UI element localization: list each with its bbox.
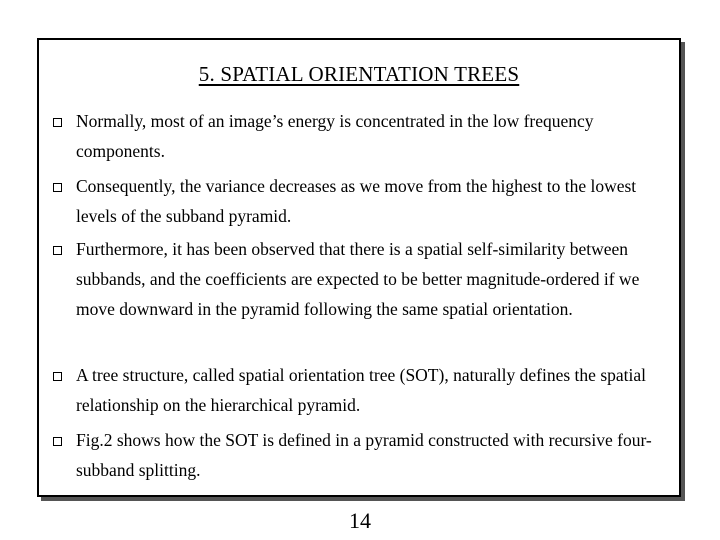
- bullet-text: Furthermore, it has been observed that there is a spatial self-similarity between subbands, and the coefficients are expected to be better magnitude-ordered if we move downward in the pyramid following the same spatial orientation.: [76, 239, 640, 319]
- bullet-text: Consequently, the variance decreases as we move from the highest to the lowest levels of the subband pyramid.: [76, 176, 637, 226]
- square-bullet-icon: [53, 246, 62, 255]
- bullet-text: Normally, most of an image’s energy is concentrated in the low frequency components.: [76, 111, 594, 161]
- square-bullet-icon: [53, 372, 62, 381]
- slide-frame: [37, 38, 681, 497]
- bullet-text: Fig.2 shows how the SOT is defined in a pyramid constructed with recursive four-subband splitting.: [76, 430, 652, 480]
- square-bullet-icon: [53, 183, 62, 192]
- square-bullet-icon: [53, 437, 62, 446]
- slide-title: 5. SPATIAL ORIENTATION TREES: [198, 62, 520, 86]
- square-bullet-icon: [53, 118, 62, 127]
- page-number: 14: [349, 508, 371, 533]
- bullet-text: A tree structure, called spatial orientation tree (SOT), naturally defines the spatial relationship on the hierarchical pyramid.: [76, 365, 646, 415]
